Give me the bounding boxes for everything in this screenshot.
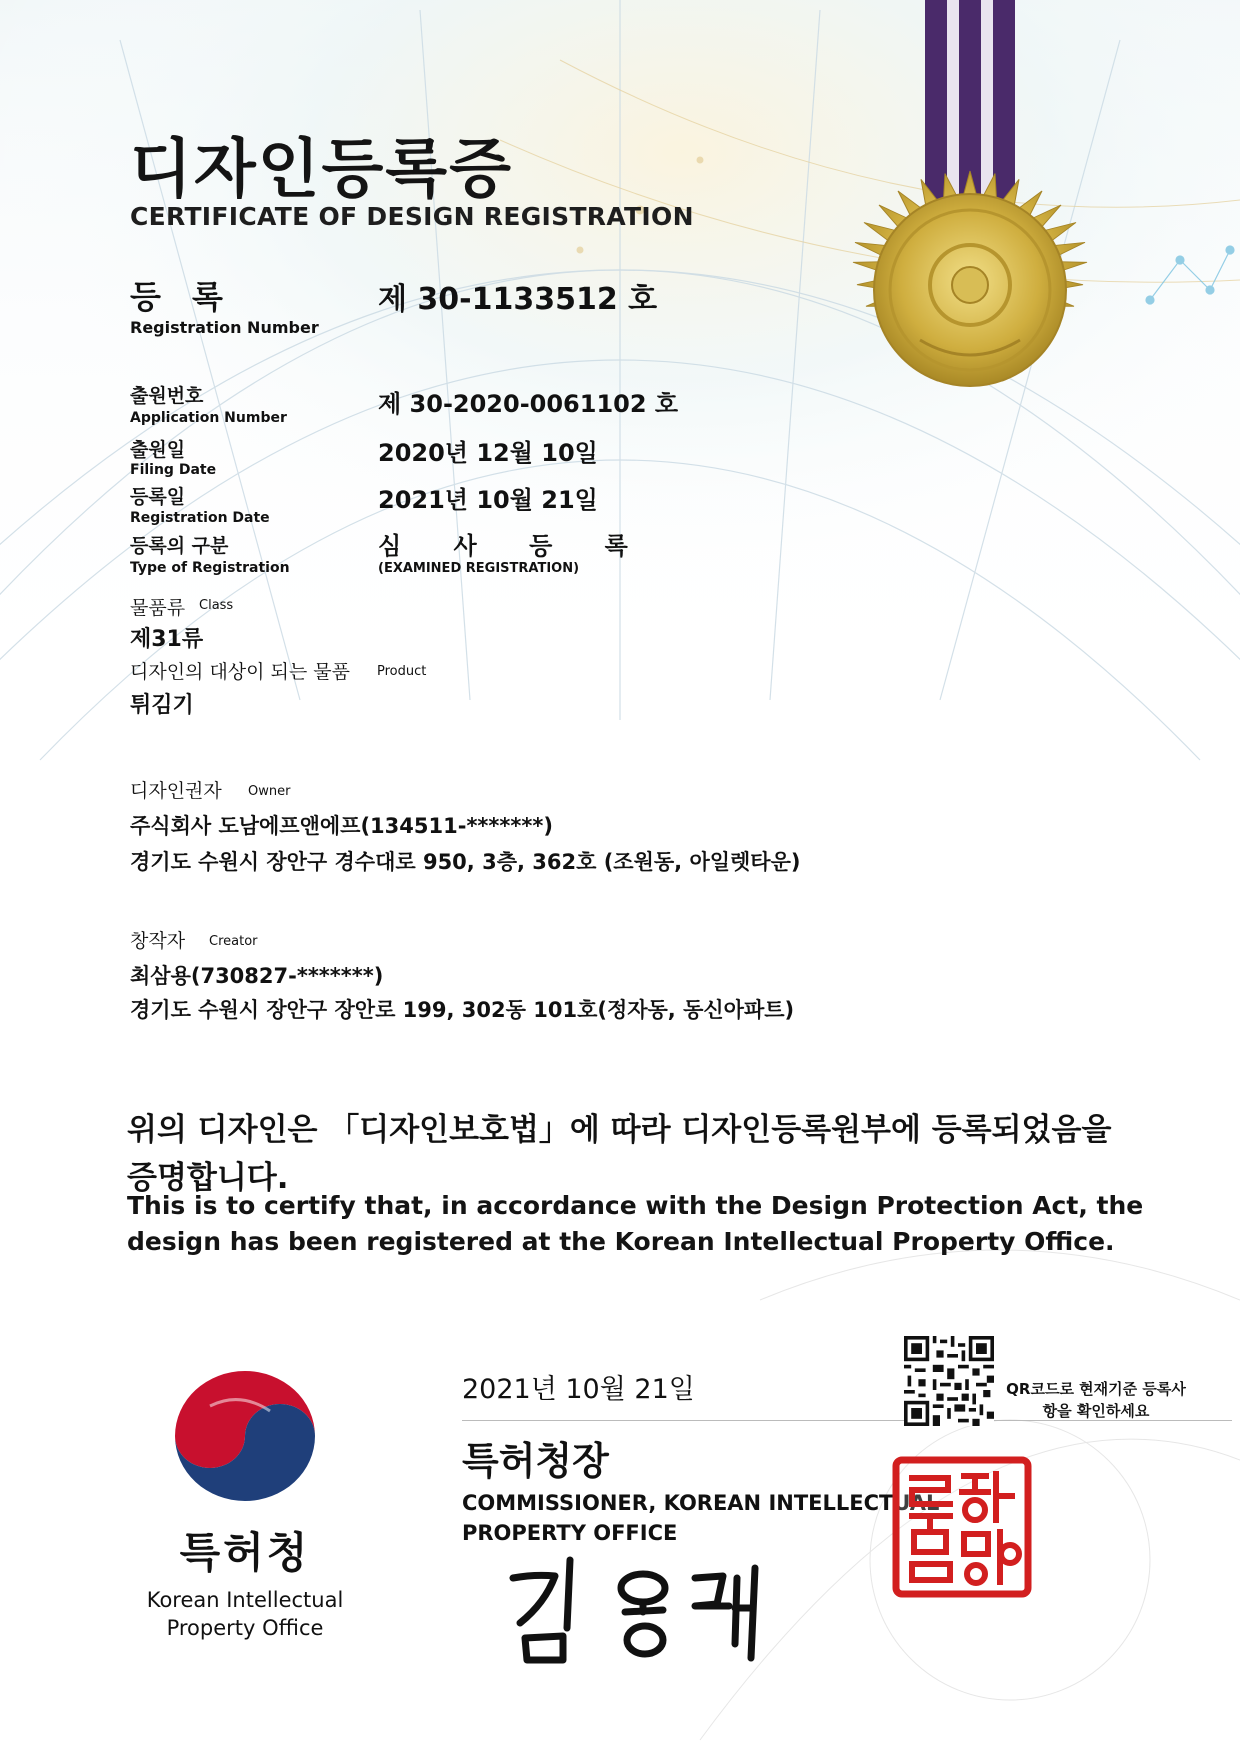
product-label: 디자인의 대상이 되는 물품 bbox=[130, 661, 351, 683]
registration-type-value: 심 사 등 록 bbox=[378, 532, 650, 560]
qr-code-icon bbox=[904, 1336, 994, 1426]
signature bbox=[505, 1548, 775, 1668]
commissioner-title-en: COMMISSIONER, KOREAN INTELLECTUAL PROPERTY OFFICE bbox=[462, 1491, 940, 1545]
registration-number: 제 30-1133512 호 bbox=[378, 282, 658, 317]
official-stamp-icon bbox=[892, 1456, 1032, 1598]
registration-date-value: 2021년 10월 21일 bbox=[378, 486, 598, 514]
registration-date-label-en: Registration Date bbox=[130, 510, 270, 526]
creator-name: 최삼용(730827-*******) bbox=[130, 964, 384, 988]
issue-date: 2021년 10월 21일 bbox=[462, 1374, 695, 1405]
registration-label: 등 록 bbox=[130, 278, 233, 316]
commissioner-title: 특허청장 bbox=[462, 1439, 609, 1483]
registration-type-label: 등록의 구분 bbox=[130, 535, 229, 557]
owner-label: 디자인권자 bbox=[130, 780, 222, 802]
creator-label-en: Creator bbox=[209, 934, 258, 949]
kipo-name-en: Korean Intellectual Property Office bbox=[146, 1588, 344, 1640]
owner-label-en: Owner bbox=[248, 784, 291, 799]
product-label-en: Product bbox=[377, 664, 427, 679]
filing-date-label: 출원일 bbox=[130, 439, 186, 461]
kipo-logo-icon bbox=[170, 1366, 320, 1506]
filing-date-value: 2020년 12월 10일 bbox=[378, 439, 598, 467]
registration-label-en: Registration Number bbox=[130, 318, 319, 337]
filing-date-label-en: Filing Date bbox=[130, 462, 217, 478]
kipo-name: 특허청 bbox=[179, 1528, 311, 1577]
registration-type-value-en: (EXAMINED REGISTRATION) bbox=[378, 561, 580, 576]
creator-address: 경기도 수원시 장안구 장안로 199, 302동 101호(정자동, 동신아파트) bbox=[130, 998, 795, 1022]
registration-date-label: 등록일 bbox=[130, 486, 186, 508]
owner-address: 경기도 수원시 장안구 경수대로 950, 3층, 362호 (조원동, 아일렛타운) bbox=[130, 850, 801, 874]
creator-label: 창작자 bbox=[130, 930, 186, 952]
owner-name: 주식회사 도남에프앤에프(134511-*******) bbox=[130, 814, 553, 838]
certification-text-en: This is to certify that, in accordance with the Design Protection Act, the design has been registered at the Korean Intellectual Property Office. bbox=[127, 1191, 1144, 1256]
class-label: 물품류 bbox=[130, 597, 186, 619]
class-label-en: Class bbox=[199, 598, 234, 613]
application-number-label: 출원번호 bbox=[130, 385, 204, 407]
page-subtitle: CERTIFICATE OF DESIGN REGISTRATION bbox=[130, 202, 694, 231]
class-value: 제31류 bbox=[130, 627, 204, 652]
certification-text-ko: 위의 디자인은 「디자인보호법」에 따라 디자인등록원부에 등록되었음을 증명합니다. bbox=[127, 1112, 1112, 1196]
application-number-label-en: Application Number bbox=[130, 410, 287, 426]
qr-note: QR코드로 현재기준 등록사항을 확인하세요 bbox=[1006, 1380, 1186, 1420]
gold-seal-icon bbox=[820, 140, 1120, 440]
application-number-value: 제 30-2020-0061102 호 bbox=[378, 390, 679, 418]
registration-type-label-en: Type of Registration bbox=[130, 560, 290, 576]
page-title: 디자인등록증 bbox=[130, 133, 513, 207]
product-value: 튀김기 bbox=[130, 693, 194, 718]
